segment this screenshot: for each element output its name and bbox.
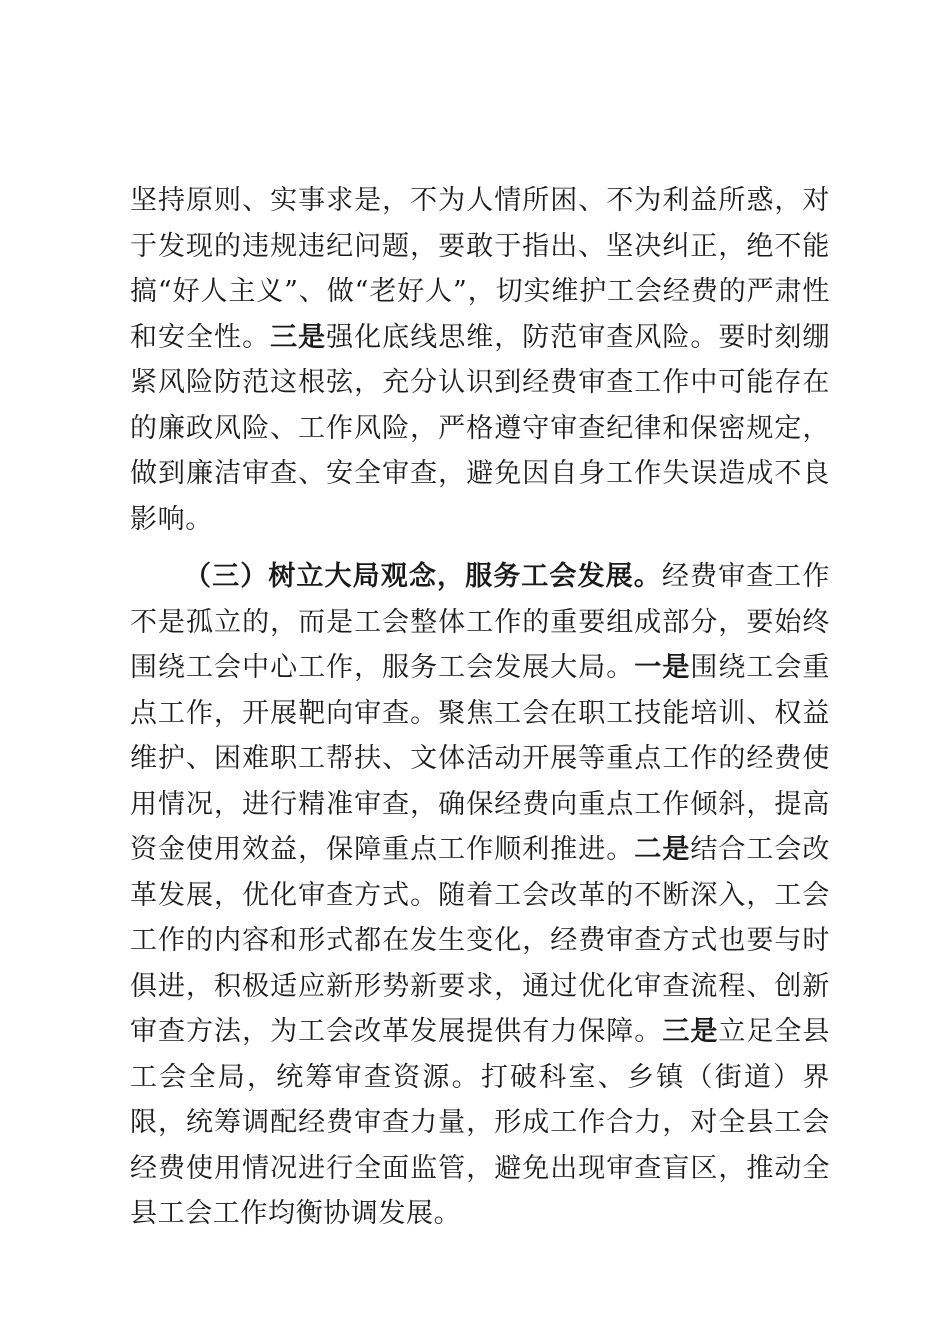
paragraph-text: 围绕工会重点工作，开展靶向审查。聚焦工会在职工技能培训、权益维护、困难职工帮扶、文体活动开展等重点工作的经费使用情况，进行精准审查，确保经费向重点工作倾斜，提高资金使用效益，保障重点工作顺利推进。 — [130, 652, 831, 865]
paragraph-text: 坚持原则、实事求是，不为人情所困、不为利益所惑，对于发现的违规违纪问题，要敢于指出、坚决纠正，绝不能搞“好人主义”、做“老好人”，切实维护工会经费的严肃性和安全性。 — [130, 185, 830, 353]
paragraph-text: 经费审查工作不是孤立的，而是工会整体工作的重要组成部分，要始终围绕工会中心工作，服务工会发展大局。 — [130, 561, 831, 683]
paragraph-text: 立足全县工会全局，统筹审查资源。打破科室、乡镇（街道）界限，统筹调配经费审查力量，形成工作合力，对全县工会经费使用情况进行全面监管，避免出现审查盲区，推动全县工会工作均衡协调发展。 — [130, 1016, 831, 1229]
item-marker-one: 一是 — [634, 652, 691, 683]
paragraph-section-three — [130, 554, 830, 1237]
item-marker-two: 二是 — [634, 834, 691, 865]
section-heading: （三）树立大局观念，服务工会发展。 — [184, 561, 662, 592]
document-body — [130, 178, 830, 1237]
paragraph-text: 结合工会改革发展，优化审查方式。随着工会改革的不断深入，工会工作的内容和形式都在发生变化，经费审查方式也要与时俱进，积极适应新形势新要求，通过优化审查流程、创新审查方法，为工会改革发展提供有力保障。 — [130, 834, 831, 1047]
paragraph-continuation — [130, 178, 830, 542]
item-marker-three: 三是 — [270, 321, 327, 353]
item-marker-three: 三是 — [662, 1016, 719, 1047]
paragraph-text: 强化底线思维，防范审查风险。要时刻绷紧风险防范这根弦，充分认识到经费审查工作中可能存在的廉政风险、工作风险，严格遵守审查纪律和保密规定，做到廉洁审查、安全审查，避免因自身工作失误造成不良影响。 — [130, 321, 831, 535]
